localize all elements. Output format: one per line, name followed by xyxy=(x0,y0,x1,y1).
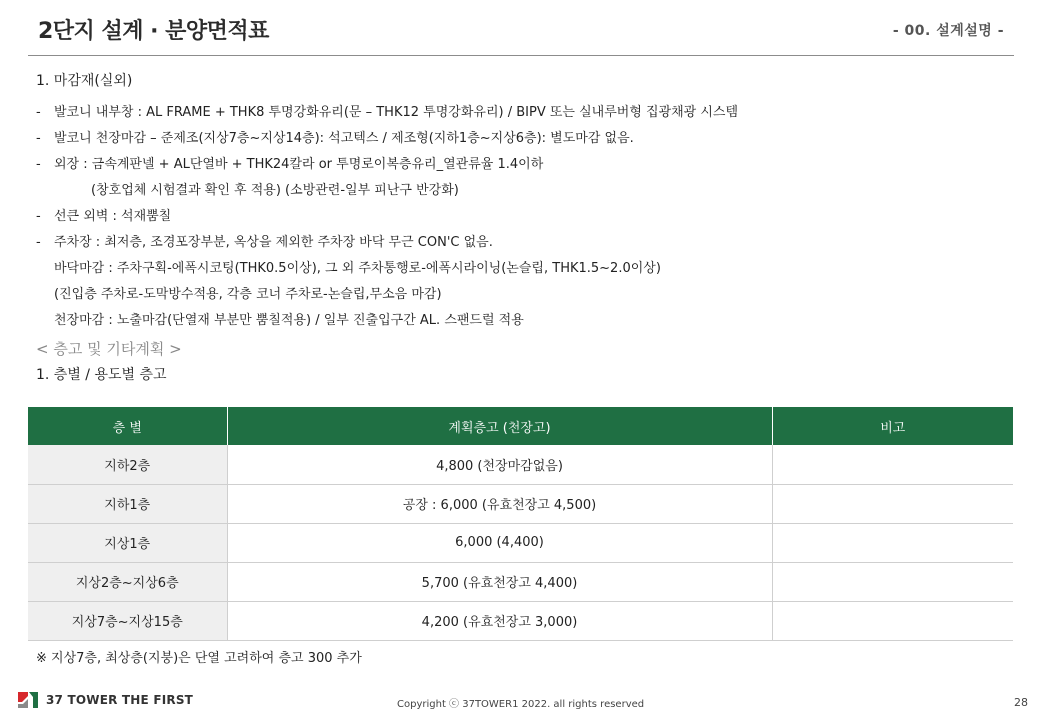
note-cell xyxy=(772,445,1013,484)
spec-item-text: 발코니 천장마감 – 준제조(지상7층~지상14층): 석고텍스 / 제조형(지하1층~지상6층): 별도마감 없음. xyxy=(54,131,634,146)
dash-bullet: - xyxy=(36,131,41,146)
height-sub-heading: < 층고 및 기타계획 > xyxy=(36,340,182,358)
table-header-row xyxy=(28,407,1013,445)
column-header-floor: 층 별 xyxy=(28,407,227,445)
floor-cell: 지하2층 xyxy=(28,445,227,484)
floor-height-table xyxy=(28,407,1013,641)
spec-parking-ceiling: 천장마감 : 노출마감(단열재 부분만 뿜칠적용) / 일부 진출입구간 AL. 스팬드럴 적용 xyxy=(54,313,524,328)
spec-parking-entry: (진입층 주차로-도막방수적용, 각층 코너 주차로-논슬립,무소음 마감) xyxy=(54,287,442,302)
floor-cell: 지상2층~지상6층 xyxy=(28,562,227,601)
dash-bullet: - xyxy=(36,235,41,250)
table-row xyxy=(28,523,1013,562)
note-cell xyxy=(772,484,1013,523)
spec-exterior-note: (창호업체 시험결과 확인 후 적용) (소방관련-일부 피난구 반강화) xyxy=(91,183,459,198)
column-header-height: 계획층고 (천장고) xyxy=(227,407,772,445)
floor-cell: 지상7층~지상15층 xyxy=(28,601,227,640)
dash-bullet: - xyxy=(36,157,41,172)
spec-item-text: 선큰 외벽 : 석재뿜칠 xyxy=(54,209,172,224)
spec-item-text: 주차장 : 최저층, 조경포장부분, 옥상을 제외한 주차장 바닥 무근 CON'C 없음. xyxy=(54,235,493,250)
height-cell: 6,000 (4,400) xyxy=(227,523,772,562)
note-cell xyxy=(772,601,1013,640)
finish-heading: 1. 마감재(실외) xyxy=(36,73,133,89)
copyright-text: Copyright ⓒ 37TOWER1 2022. all rights reserved xyxy=(397,699,645,710)
finish-spec-section xyxy=(36,70,1006,386)
spec-item-balcony-window xyxy=(36,100,1006,126)
table-row xyxy=(28,445,1013,484)
spec-item-balcony-ceiling xyxy=(36,126,1006,152)
spec-item-sunken-wall xyxy=(36,204,1006,230)
height-heading: 1. 층별 / 용도별 층고 xyxy=(36,367,167,383)
header-divider xyxy=(28,55,1014,56)
table-row xyxy=(28,601,1013,640)
finish-spec-list xyxy=(36,100,1006,334)
page-number: 28 xyxy=(1014,696,1028,709)
height-cell: 5,700 (유효천장고 4,400) xyxy=(227,562,772,601)
spec-item-exterior xyxy=(36,152,1006,178)
floor-cell: 지하1층 xyxy=(28,484,227,523)
spec-item-parking xyxy=(36,230,1006,256)
floor-cell: 지상1층 xyxy=(28,523,227,562)
dash-bullet: - xyxy=(36,105,41,120)
table-row xyxy=(28,562,1013,601)
brand-name: 37 TOWER THE FIRST xyxy=(46,693,194,707)
spec-item-text: 발코니 내부창 : AL FRAME + THK8 투명강화유리(문 – THK12 투명강화유리) / BIPV 또는 실내루버형 집광채광 시스템 xyxy=(54,105,739,120)
height-cell: 공장 : 6,000 (유효천장고 4,500) xyxy=(227,484,772,523)
column-header-note: 비고 xyxy=(772,407,1013,445)
page-footer xyxy=(0,686,1040,720)
note-cell xyxy=(772,523,1013,562)
spec-item-text: 외장 : 금속계판넬 + AL단열바 + THK24칼라 or 투명로이복층유리_열관류율 1.4이하 xyxy=(54,157,544,172)
page-header xyxy=(0,0,1040,57)
table-row xyxy=(28,484,1013,523)
section-tag: - 00. 설계설명 - xyxy=(892,23,1004,39)
37-tower-logo-icon xyxy=(16,690,40,710)
page-title: 2단지 설계 · 분양면적표 xyxy=(38,19,269,44)
height-footnote: ※ 지상7층, 최상층(지붕)은 단열 고려하여 층고 300 추가 xyxy=(36,651,362,666)
spec-parking-floor: 바닥마감 : 주차구획-에폭시코팅(THK0.5이상), 그 외 주차통행로-에폭시라이닝(논슬립, THK1.5~2.0이상) xyxy=(54,261,661,276)
height-cell: 4,800 (천장마감없음) xyxy=(227,445,772,484)
note-cell xyxy=(772,562,1013,601)
dash-bullet: - xyxy=(36,209,41,224)
height-cell: 4,200 (유효천장고 3,000) xyxy=(227,601,772,640)
